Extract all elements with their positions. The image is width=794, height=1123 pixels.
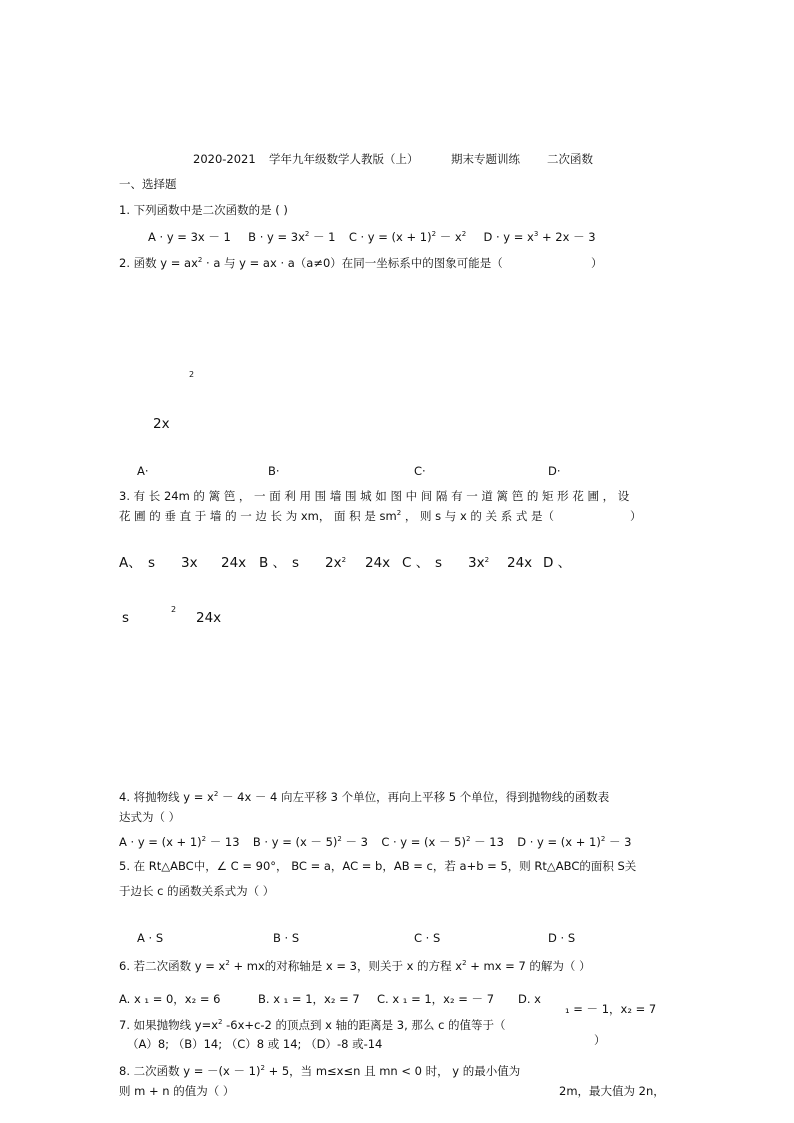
- q8-stem-b: + 5，当 m≤x≤n 且 mn < 0 时， y 的最小值为: [268, 1064, 521, 1078]
- q3-option-a-3x: 3x: [181, 555, 198, 571]
- q4-option-b-exp: 2: [337, 835, 342, 843]
- q6-option-b: B. x ₁ = 1，x₂ = 7: [258, 992, 360, 1006]
- q2-fragment-text: 2x: [153, 416, 170, 432]
- q6-stem-a: 6. 若二次函数 y = x: [119, 959, 226, 973]
- q3-option-c-label: C 、: [402, 555, 430, 571]
- q6-option-a: A. x ₁ = 0，x₂ = 6: [119, 992, 221, 1006]
- q1-option-c: C · y = (x + 1): [348, 230, 432, 244]
- q7-stem-b: -6x+c-2 的顶点到 x 轴的距离是 3, 那么 c 的值等于（: [226, 1018, 506, 1032]
- q5-option-b: B · S: [273, 931, 300, 945]
- q6-stem-exp2: 2: [462, 959, 467, 967]
- q5-option-d: D · S: [548, 931, 576, 945]
- q2-stem-a: 2. 函数 y = ax: [119, 256, 198, 270]
- q4-option-d-exp: 2: [600, 835, 606, 843]
- q2-option-a: A·: [137, 464, 149, 478]
- q1-option-d-tail: + 2x － 3: [542, 230, 596, 244]
- q4-line1: [119, 791, 609, 805]
- q3-option-a-24x: 24x: [221, 555, 247, 571]
- q3-option-d-label: D 、: [543, 555, 572, 571]
- q3-line2-exp: 2: [396, 509, 402, 517]
- q2-option-b: B·: [268, 464, 280, 478]
- q8-stem-a: 8. 二次函数 y = －(x － 1): [119, 1064, 261, 1078]
- q6-stem: [119, 960, 591, 974]
- q7-stem-a: 7. 如果抛物线 y=x: [119, 1018, 219, 1032]
- title-topic: 二次函数: [547, 152, 593, 166]
- q6-option-c: C. x ₁ = 1，x₂ = － 7: [377, 992, 495, 1006]
- q2-stem-exp: 2: [197, 256, 203, 264]
- q3-line2-end: ）: [630, 509, 642, 523]
- q8-stem-exp: 2: [260, 1064, 265, 1072]
- title-years: 2020-2021: [193, 152, 256, 166]
- q3-line1: 3. 有 长 24m 的 篱 笆 ， 一 面 利 用 围 墙 围 城 如 图 中 间 隔 有 一 道 篱 笆 的 矩 形 花 圃 ， 设: [119, 489, 630, 503]
- q3-line2-a: 花 圃 的 垂 直 于 墙 的 一 边 长 为 xm， 面 积 是 sm: [119, 509, 397, 523]
- q1-option-c-exp2: 2: [461, 230, 467, 238]
- q3-option-c-3x-text: 3x: [468, 555, 485, 571]
- title-grade: 学年九年级数学人教版（上）: [269, 152, 419, 166]
- q4-options: [119, 836, 631, 850]
- q1-option-b: B · y = 3x: [248, 230, 305, 244]
- q1-option-d: D · y = x: [483, 230, 534, 244]
- q3-option-c-3x: [468, 555, 489, 571]
- q7-end: ）: [594, 1033, 606, 1047]
- q4-option-a-exp: 2: [201, 835, 207, 843]
- q3-option-a-s: s: [148, 555, 156, 571]
- q5-option-a: A · S: [137, 931, 164, 945]
- q3-option-a-label: A、: [119, 555, 142, 571]
- q2-option-d: D·: [548, 464, 561, 478]
- q4-option-b-tail: － 3: [345, 835, 368, 849]
- q4-line2: 达式为（ ）: [119, 810, 181, 824]
- q1-option-b-exp: 2: [304, 230, 310, 238]
- q6-option-d: D. x: [518, 992, 541, 1006]
- q4-line1-a: 4. 将抛物线 y = x: [119, 790, 214, 804]
- q2-fragment-exp: 2: [189, 370, 195, 379]
- q4-option-c-tail: － 13: [474, 835, 504, 849]
- q3-option-c-exp: 2: [484, 556, 490, 564]
- q7-options: （A）8; （B）14; （C）8 或 14; （D）-8 或-14: [127, 1037, 383, 1051]
- q5-option-c: C · S: [414, 931, 441, 945]
- q4-line1-b: － 4x － 4 向左平移 3 个单位，再向上平移 5 个单位，得到抛物线的函数表: [221, 790, 610, 804]
- q6-stem-c: + mx = 7 的解为（ ）: [470, 959, 591, 973]
- title-unit: 期末专题训练: [451, 152, 520, 166]
- q3-option-b-2x-text: 2x: [325, 555, 342, 571]
- q4-option-d: D · y = (x + 1): [517, 835, 601, 849]
- q2-stem: [119, 257, 503, 271]
- q4-option-c-exp: 2: [465, 835, 471, 843]
- q4-line1-exp: 2: [213, 790, 219, 798]
- q3-line2: [119, 510, 554, 524]
- paper-title: [193, 153, 419, 167]
- q3-option-b-label: B 、: [259, 555, 287, 571]
- q2-option-c: C·: [414, 464, 426, 478]
- q6-stem-exp: 2: [225, 959, 230, 967]
- q2-stem-end: ）: [591, 256, 603, 270]
- q1-option-a: A · y = 3x － 1: [148, 230, 231, 244]
- q3-option-d-exp: 2: [171, 605, 177, 614]
- q1-option-c-exp: 2: [431, 230, 437, 238]
- q3-option-b-s: s: [292, 555, 300, 571]
- q1-option-c-mid: － x: [439, 230, 462, 244]
- q8-stem: [119, 1065, 520, 1079]
- q5-line2: 于边长 c 的函数关系式为（ ）: [119, 884, 275, 898]
- q3-option-d-24x: 24x: [196, 610, 222, 626]
- section-heading: 一、选择题: [119, 177, 177, 191]
- q3-option-b-2x: [325, 555, 346, 571]
- q3-line2-b: ， 则 s 与 x 的 关 系 式 是（: [404, 509, 555, 523]
- q2-stem-b: · a 与 y = ax · a（a≠0）在同一坐标系中的图象可能是（: [206, 256, 503, 270]
- q1-options: [148, 231, 596, 245]
- q8-fragment: 2m，最大值为 2n，: [559, 1084, 665, 1098]
- q3-option-d-s: s: [122, 610, 130, 626]
- q4-option-b: B · y = (x － 5): [252, 835, 338, 849]
- q4-option-a-tail: － 13: [209, 835, 240, 849]
- q6-option-d-tail: ₁ = － 1，x₂ = 7: [565, 1002, 657, 1016]
- q7-stem-exp: 2: [218, 1018, 223, 1026]
- q1-stem: 1. 下列函数中是二次函数的是 ( ): [119, 203, 288, 217]
- q8-line2: 则 m + n 的值为（ ）: [119, 1084, 235, 1098]
- q4-option-d-tail: － 3: [608, 835, 632, 849]
- q7-stem: [119, 1019, 506, 1033]
- q3-option-b-exp: 2: [341, 556, 347, 564]
- q1-option-b-tail: － 1: [313, 230, 336, 244]
- q3-option-c-24x: 24x: [507, 555, 533, 571]
- q6-stem-b: + mx的对称轴是 x = 3，则关于 x 的方程 x: [233, 959, 463, 973]
- q4-option-a: A · y = (x + 1): [119, 835, 202, 849]
- q5-line1: 5. 在 Rt△ABC中，∠ C = 90°， BC = a，AC = b，AB = c，若 a+b = 5，则 Rt△ABC的面积 S关: [119, 859, 637, 873]
- q4-option-c: C · y = (x － 5): [381, 835, 466, 849]
- q3-option-c-s: s: [435, 555, 443, 571]
- q1-option-d-exp: 3: [533, 230, 539, 238]
- q3-option-b-24x: 24x: [365, 555, 391, 571]
